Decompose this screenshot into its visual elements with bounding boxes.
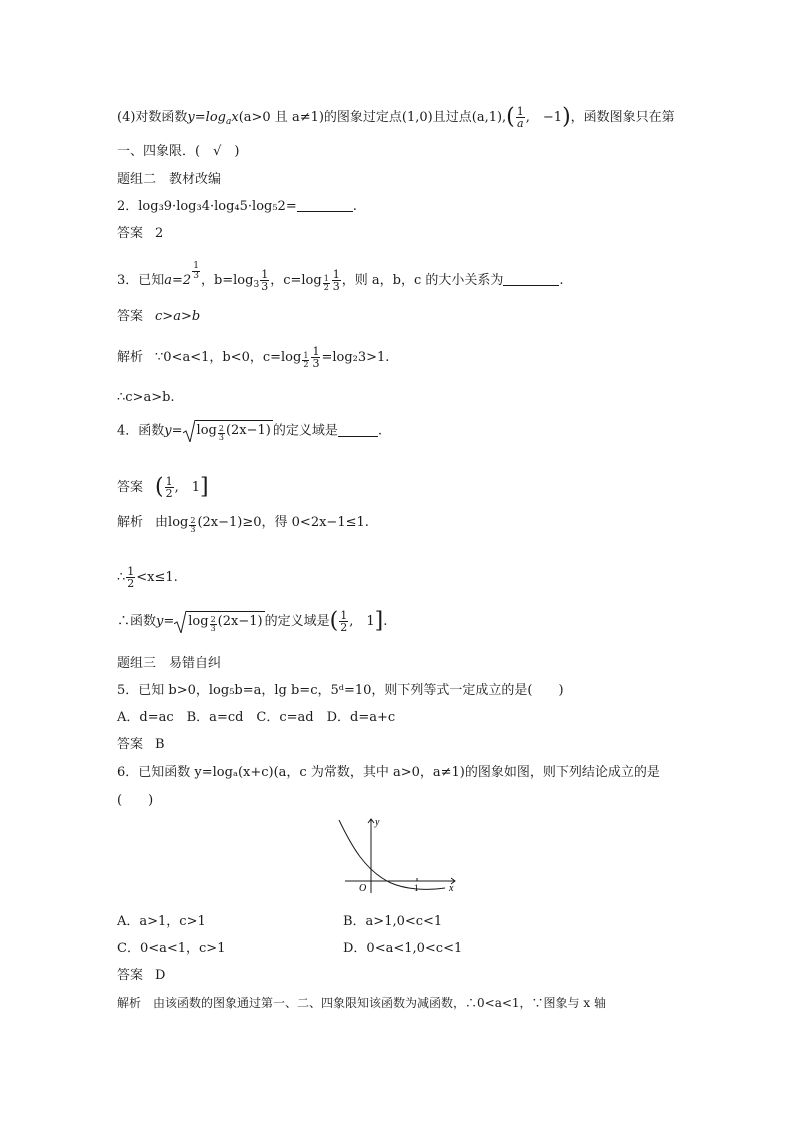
- p4-analysis: 解析 由log $\frac{2}{3}$ (2x−1)≥0，得 0<2x−1≤1.: [117, 515, 369, 534]
- p6-option-b: B．a>1,0<c<1: [343, 914, 443, 929]
- answer-blank: [297, 199, 353, 212]
- log-function-graph: [335, 815, 460, 895]
- sqrt-symbol: log $\frac{2}{3}$ (2x−1): [183, 420, 273, 442]
- p6-paren: ( ): [117, 793, 154, 808]
- p6-analysis: 解析 由该函数的图象通过第一、二、四象限知该函数为减函数，∴0<a<1，∵图象与 x 轴: [117, 996, 606, 1010]
- p5-answer: 答案 B: [117, 737, 165, 752]
- group2-title: 题组二 教材改编: [117, 172, 222, 187]
- p6-option-d: D．0<a<1,0<c<1: [343, 941, 463, 956]
- p6-option-c: C．0<a<1，c>1: [117, 941, 226, 956]
- p6-answer: 答案 D: [117, 968, 166, 983]
- q4-intro-line1: (4)对数函数$y=\log_ax(a>0$ 且 a≠1)的图象过定点(1,0)且过点(a,1),( $\frac{1}{a}$ , −1)，函数图象只在第: [117, 104, 675, 130]
- p4-answer: 答案 ( $\frac{1}{2}$ , 1]: [117, 474, 209, 500]
- p5-question: 5．已知 b>0，log₅b=a，lg b=c，5ᵈ=10，则下列等式一定成立的是( ): [117, 683, 564, 698]
- function-curve: [339, 820, 445, 889]
- p6-option-a: A．a>1，c>1: [117, 914, 206, 929]
- p3-analysis: 解析 ∵0<a<1，b<0，c=log $\frac{1}{2}$ $\frac{1}{3}$ =log₂3>1.: [117, 345, 390, 370]
- p5-options: A．d=ac B．a=cd C．c=ad D．d=a+c: [117, 710, 396, 725]
- group3-title: 题组三 易错自纠: [117, 656, 222, 671]
- answer-blank: [338, 424, 378, 437]
- p4-conclusion2: ∴函数y= log $\frac{2}{3}$ (2x−1) 的定义域是( $\frac{1}{2}$ , 1].: [117, 608, 388, 634]
- answer-blank: [503, 273, 559, 286]
- p3-answer: 答案 c>a>b: [117, 309, 201, 324]
- p6-question: 6．已知函数 y=logₐ(x+c)(a，c 为常数，其中 a>0，a≠1)的图象如图，则下列结论成立的是: [117, 765, 660, 780]
- point-fraction: $\frac{1}{a}$: [516, 105, 524, 130]
- x-axis-label: x: [449, 883, 454, 894]
- y-axis-label: y: [375, 817, 380, 828]
- p4-conclusion1: ∴ $\frac{1}{2}$ <x≤1.: [117, 565, 178, 590]
- sqrt-symbol: log $\frac{2}{3}$ (2x−1): [174, 611, 264, 633]
- origin-label: O: [359, 883, 367, 894]
- p3-question: 3．已知a=2 $\frac{1}{3}$ ，$b=\log_3$ $\frac{1}{3}$ ，c=log $\frac{1}{2}$ $\frac{1}{3}$ ，则 a，b，c 的大小关系为 .: [117, 261, 564, 293]
- p2-answer: 答案 2: [117, 226, 164, 241]
- p2-question: 2．log₃9·log₃4·log₄5·log₅2= .: [117, 199, 357, 214]
- p3-conclusion: ∴c>a>b.: [117, 390, 175, 405]
- tick-label-1: 1: [414, 883, 419, 893]
- p4-question: 4．函数y= log $\frac{2}{3}$ (2x−1) 的定义域是 .: [117, 420, 382, 442]
- q4-intro-line2: 一、四象限．( √ ): [117, 144, 240, 159]
